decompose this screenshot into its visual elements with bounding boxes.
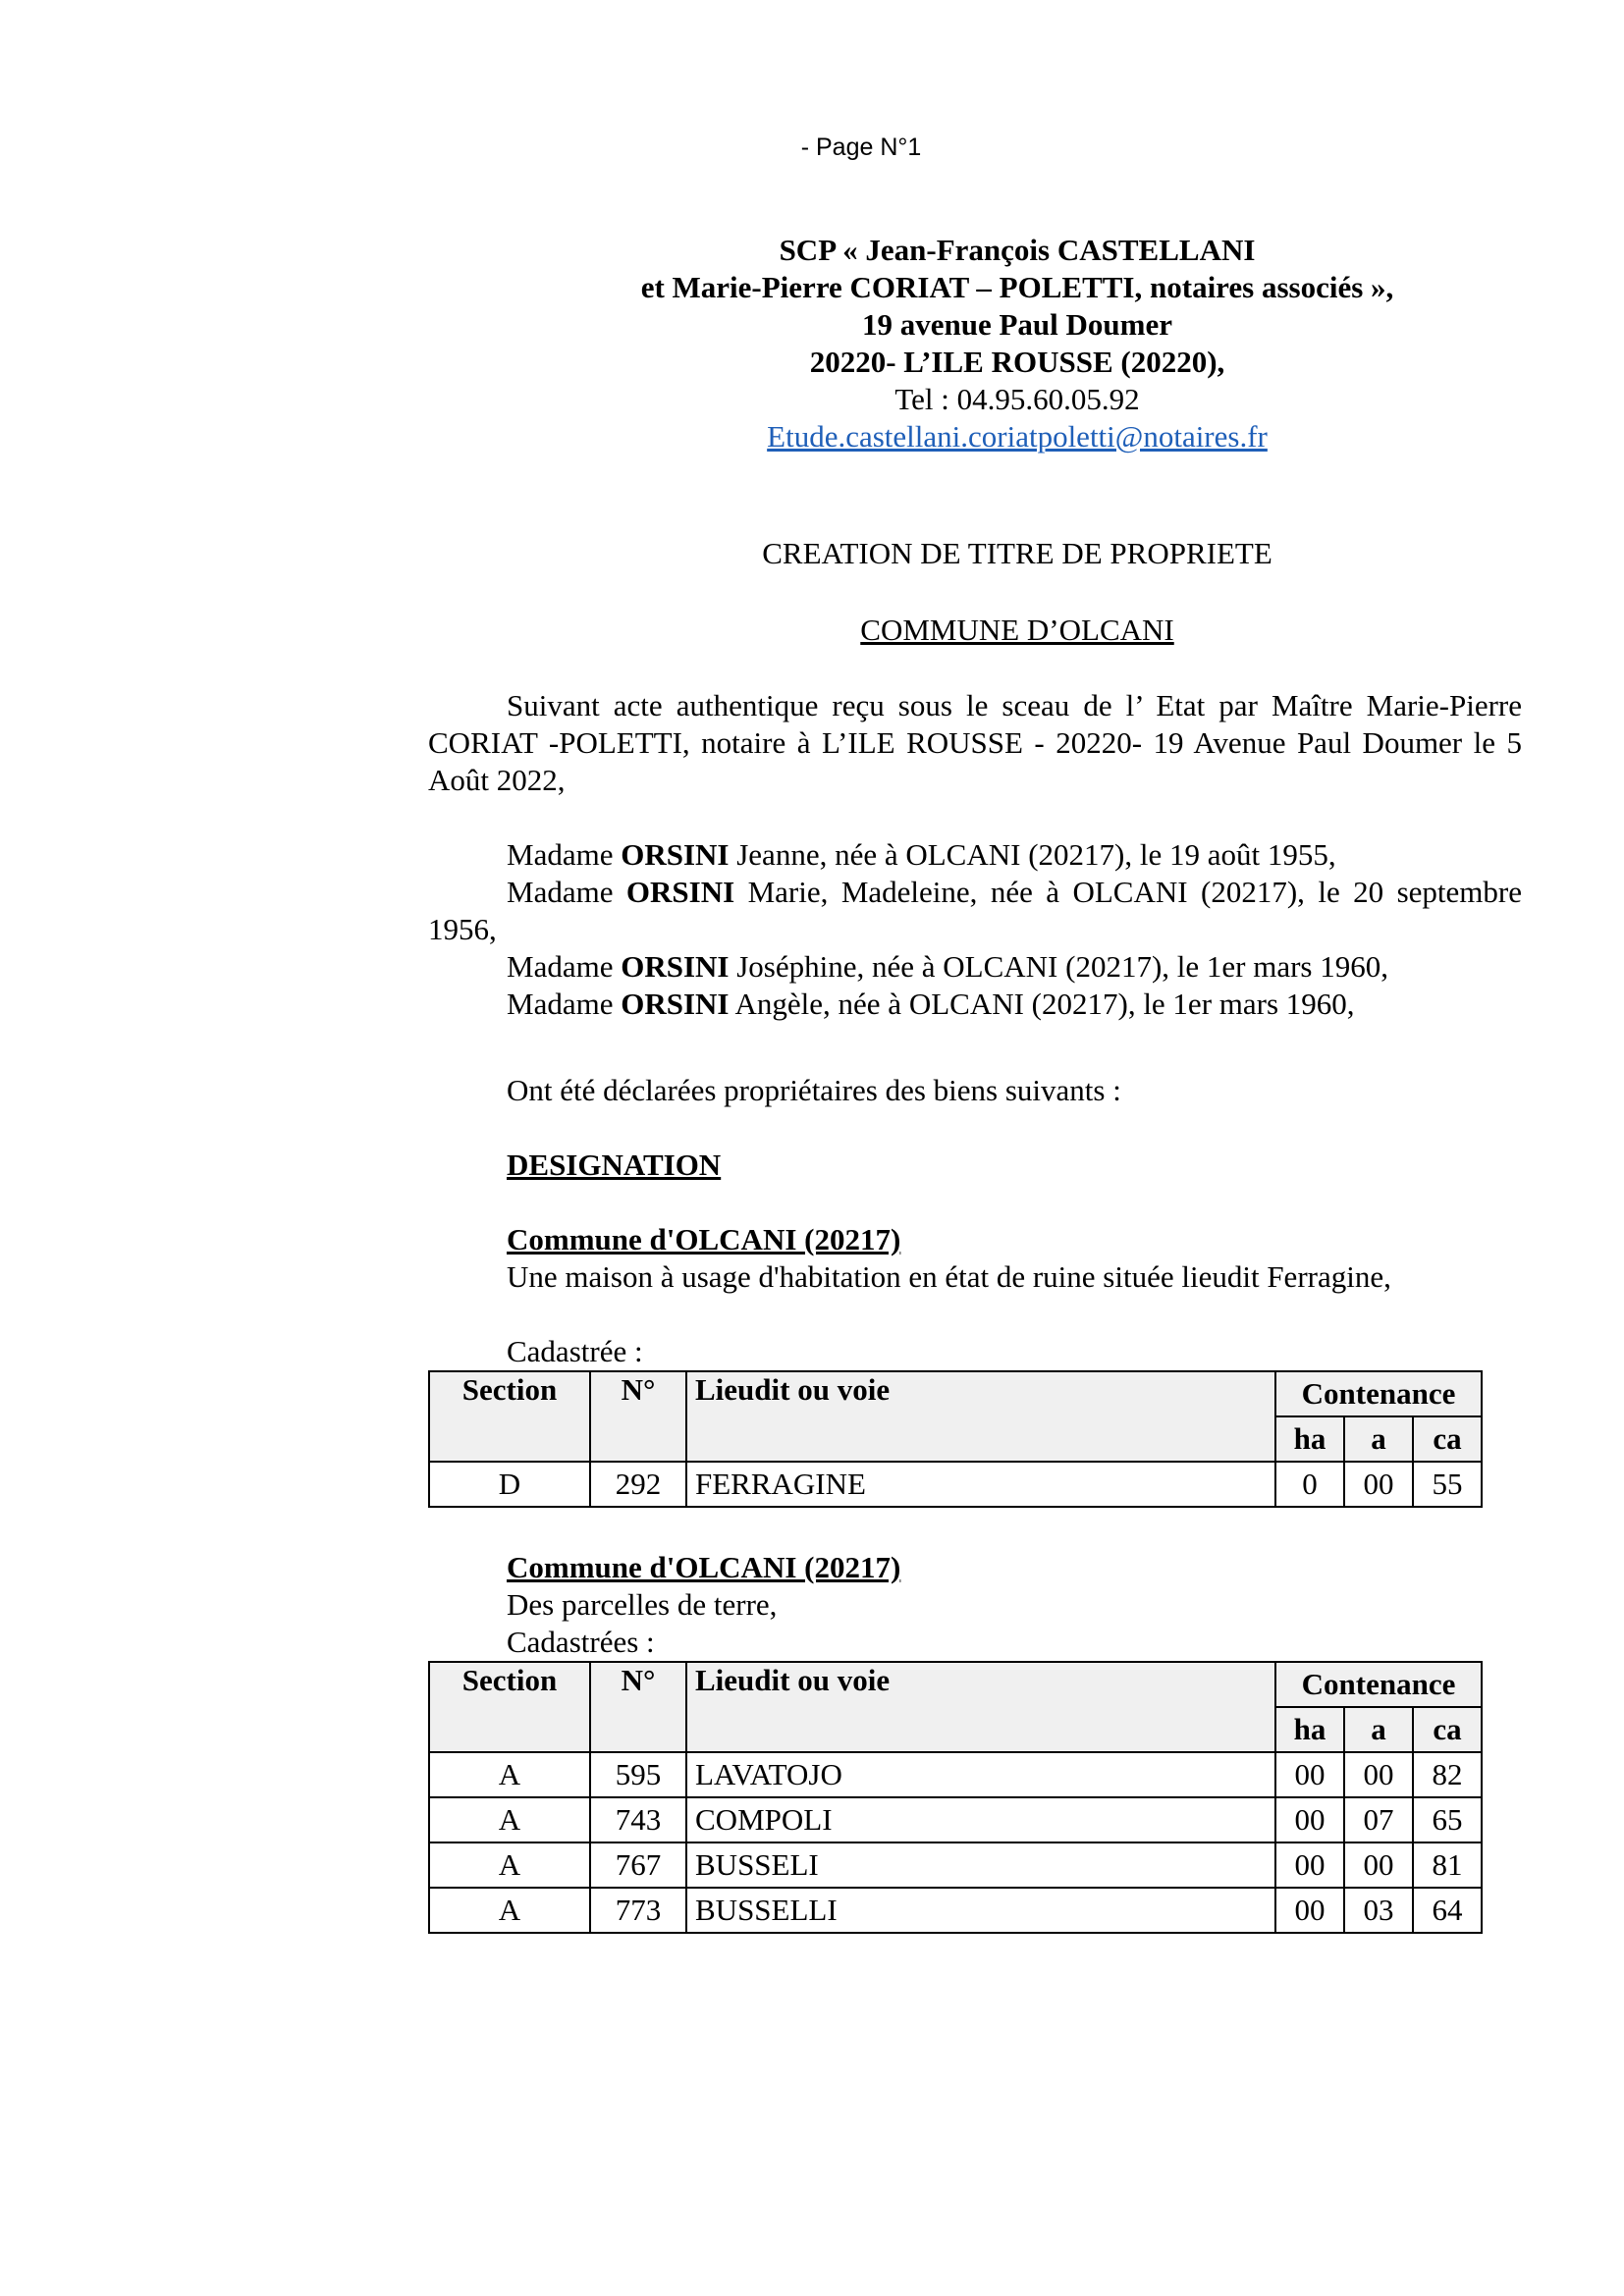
owner-4: Madame ORSINI Angèle, née à OLCANI (20217), le 1er mars 1960, xyxy=(507,987,1355,1021)
block2-text xyxy=(428,1549,1600,1661)
th-num: N° xyxy=(590,1371,686,1462)
owner-3: Madame ORSINI Joséphine, née à OLCANI (20217), le 1er mars 1960, xyxy=(507,949,1388,984)
cell-num: 292 xyxy=(590,1462,686,1507)
th-section: Section xyxy=(429,1662,590,1752)
block2-cadastre-label: Cadastrées : xyxy=(507,1625,655,1659)
block1-commune: Commune d'OLCANI (20217) xyxy=(507,1222,901,1256)
cell-ha: 00 xyxy=(1275,1797,1344,1842)
table-row xyxy=(429,1888,1482,1933)
th-ha: ha xyxy=(1275,1416,1344,1462)
cell-a: 07 xyxy=(1344,1797,1413,1842)
table-row xyxy=(429,1842,1482,1888)
cell-a: 00 xyxy=(1344,1842,1413,1888)
th-ca: ca xyxy=(1413,1416,1482,1462)
header-line-1: SCP « Jean-François CASTELLANI xyxy=(779,233,1256,267)
table-row xyxy=(429,1797,1482,1842)
th-num: N° xyxy=(590,1662,686,1752)
cell-a: 03 xyxy=(1344,1888,1413,1933)
notary-header xyxy=(428,232,1606,455)
th-lieu: Lieudit ou voie xyxy=(686,1371,1275,1462)
owners-list xyxy=(428,836,1522,1023)
owner-1: Madame ORSINI Jeanne, née à OLCANI (20217), le 19 août 1955, xyxy=(507,837,1336,872)
cell-section: A xyxy=(429,1797,590,1842)
page-number: - Page N°1 xyxy=(800,133,922,161)
cell-num: 773 xyxy=(590,1888,686,1933)
owner-2: Madame ORSINI Marie, Madeleine, née à OLCANI (20217), le 20 septembre 1956, xyxy=(428,875,1522,946)
block1-text xyxy=(428,1221,1600,1296)
cell-ha: 00 xyxy=(1275,1842,1344,1888)
block2-description: Des parcelles de terre, xyxy=(507,1587,778,1622)
cell-ca: 82 xyxy=(1413,1752,1482,1797)
th-contenance: Contenance xyxy=(1275,1371,1482,1416)
cell-a: 00 xyxy=(1344,1752,1413,1797)
th-lieu: Lieudit ou voie xyxy=(686,1662,1275,1752)
cell-lieu: BUSSELI xyxy=(686,1842,1275,1888)
cell-section: A xyxy=(429,1752,590,1797)
th-contenance: Contenance xyxy=(1275,1662,1482,1707)
block1-description: Une maison à usage d'habitation en état de ruine située lieudit Ferragine, xyxy=(507,1259,1391,1294)
block1-cadastre-label: Cadastrée : xyxy=(507,1334,643,1368)
cell-ca: 55 xyxy=(1413,1462,1482,1507)
designation-heading: DESIGNATION xyxy=(507,1148,722,1182)
cell-ha: 0 xyxy=(1275,1462,1344,1507)
header-line-3: 19 avenue Paul Doumer xyxy=(861,307,1172,342)
th-a: a xyxy=(1344,1707,1413,1752)
cell-lieu: LAVATOJO xyxy=(686,1752,1275,1797)
cell-lieu: FERRAGINE xyxy=(686,1462,1275,1507)
cell-section: A xyxy=(429,1888,590,1933)
cell-ha: 00 xyxy=(1275,1752,1344,1797)
cell-ca: 65 xyxy=(1413,1797,1482,1842)
cell-num: 743 xyxy=(590,1797,686,1842)
cell-ca: 64 xyxy=(1413,1888,1482,1933)
header-line-4: 20220- L’ILE ROUSSE (20220), xyxy=(809,345,1225,379)
cell-num: 595 xyxy=(590,1752,686,1797)
commune-title: COMMUNE D’OLCANI xyxy=(860,613,1174,647)
table-row xyxy=(429,1462,1482,1507)
cell-section: A xyxy=(429,1842,590,1888)
header-line-2: et Marie-Pierre CORIAT – POLETTI, notaires associés », xyxy=(640,270,1394,304)
cell-ha: 00 xyxy=(1275,1888,1344,1933)
declared-text: Ont été déclarées propriétaires des biens suivants : xyxy=(507,1073,1121,1107)
table-row xyxy=(429,1752,1482,1797)
cadastre-table-1 xyxy=(428,1370,1483,1508)
block2-commune: Commune d'OLCANI (20217) xyxy=(507,1550,901,1584)
cell-num: 767 xyxy=(590,1842,686,1888)
cell-lieu: BUSSELLI xyxy=(686,1888,1275,1933)
th-ha: ha xyxy=(1275,1707,1344,1752)
header-phone: Tel : 04.95.60.05.92 xyxy=(894,382,1140,416)
cell-section: D xyxy=(429,1462,590,1507)
document-title: CREATION DE TITRE DE PROPRIETE xyxy=(762,536,1272,570)
cell-lieu: COMPOLI xyxy=(686,1797,1275,1842)
header-email-link[interactable]: Etude.castellani.coriatpoletti@notaires.fr xyxy=(767,419,1268,454)
cadastre-table-2 xyxy=(428,1661,1483,1934)
cell-ca: 81 xyxy=(1413,1842,1482,1888)
th-ca: ca xyxy=(1413,1707,1482,1752)
intro-paragraph: Suivant acte authentique reçu sous le sceau de l’ Etat par Maître Marie-Pierre CORIAT -POLETTI, notaire à L’ILE ROUSSE - 20220- 19 Avenue Paul Doumer le 5 Août 2022, xyxy=(428,688,1522,797)
th-a: a xyxy=(1344,1416,1413,1462)
cell-a: 00 xyxy=(1344,1462,1413,1507)
th-section: Section xyxy=(429,1371,590,1462)
